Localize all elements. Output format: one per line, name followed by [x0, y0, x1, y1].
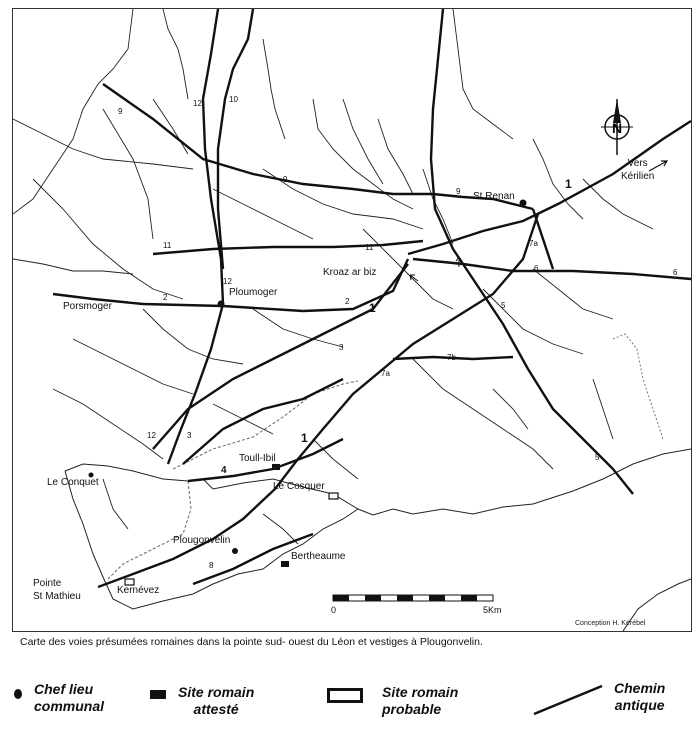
road-number-3: 3: [187, 431, 192, 440]
label-kroaz-ar-biz: Kroaz ar biz: [323, 267, 377, 278]
label-pointe-st-mathieu: [33, 577, 81, 603]
label-vers-kerilien: [621, 157, 654, 183]
legend-site-atteste-icon: [150, 690, 166, 699]
road-number-2: 2: [163, 293, 168, 302]
road-number-7b: 7b: [447, 353, 456, 362]
road-number-11: 11: [365, 243, 374, 252]
road-number-3: 3: [339, 343, 344, 352]
st-renan-dot: [520, 200, 527, 207]
road-number-6: 6: [673, 268, 678, 277]
label-le-conquet: Le Conquet: [47, 477, 99, 488]
road-number-12: 12: [147, 431, 156, 440]
pointe-st-mathieu-text: Pointe St Mathieu: [33, 578, 81, 602]
label-ploumoger: Ploumoger: [229, 287, 278, 298]
road-number-9: 9: [283, 175, 288, 184]
commune-boundary: [108, 481, 191, 579]
road-number-7a: 7a: [529, 239, 538, 248]
commune-boundary-east: [613, 334, 663, 439]
road-number-5: 5: [501, 301, 506, 310]
label-plougonvelin: Plougonvelin: [173, 535, 231, 546]
road-number-9: 9: [118, 107, 123, 116]
ancient-roads: [53, 9, 691, 587]
road-number-6: 6: [534, 264, 539, 273]
road-number-12: 12: [193, 99, 202, 108]
legend-chemin-icon: [530, 682, 606, 718]
legend-site-probable-icon: [327, 688, 363, 703]
le-cosquer-site: [329, 493, 338, 499]
legend-site-probable: Site romain probable: [382, 684, 459, 717]
map-credit: Conception H. Kérébel: [575, 620, 646, 627]
scale-start: 0: [331, 605, 337, 615]
road-number-10: 10: [229, 95, 238, 104]
scale-bar: [333, 595, 493, 601]
label-toull-ibil: Toull-Ibil: [239, 453, 276, 464]
road-number-2: 2: [345, 297, 350, 306]
label-le-cosquer: Le Cosquer: [273, 481, 325, 492]
label-st-renan: St Renan: [473, 191, 515, 202]
label-kerneves: Kernévez: [117, 585, 160, 596]
road-number-8: 8: [209, 561, 214, 570]
north-letter: N: [611, 120, 623, 136]
road-number-9: 9: [456, 187, 461, 196]
road-number-11: 11: [163, 241, 172, 250]
road-number-5: 5: [595, 453, 600, 462]
map-drawing: [13, 9, 691, 631]
plougonvelin-dot: [232, 548, 238, 554]
road-number-1: 1: [301, 431, 308, 445]
map-caption: Carte des voies présumées romaines dans la pointe sud- ouest du Léon et vestiges à Plougonvelin.: [20, 636, 483, 648]
legend-chef-lieu: Chef lieu communal: [34, 681, 105, 714]
road-number-1: 1: [369, 301, 376, 315]
road-number-12: 12: [223, 277, 232, 286]
scale-end: 5Km: [483, 605, 502, 615]
bertheaume-site: [281, 561, 289, 567]
label-porsmoger: Porsmoger: [63, 301, 112, 312]
road-number-1: 1: [565, 177, 572, 191]
legend-chef-lieu-icon: [14, 689, 22, 699]
legend-chemin: Chemin antique: [614, 680, 666, 713]
road-number-7a: 7a: [381, 369, 390, 378]
road-number-4: 4: [221, 465, 227, 476]
legend-site-atteste: Site romain attesté: [178, 684, 255, 717]
toull-ibil-site: [272, 464, 280, 470]
north-arrow: [601, 99, 633, 155]
map-frame: [12, 8, 692, 632]
label-bertheaume: Bertheaume: [291, 551, 346, 562]
vers-kerilien-text: Vers Kérilien: [621, 158, 655, 182]
ploumoger-dot: [218, 301, 225, 308]
